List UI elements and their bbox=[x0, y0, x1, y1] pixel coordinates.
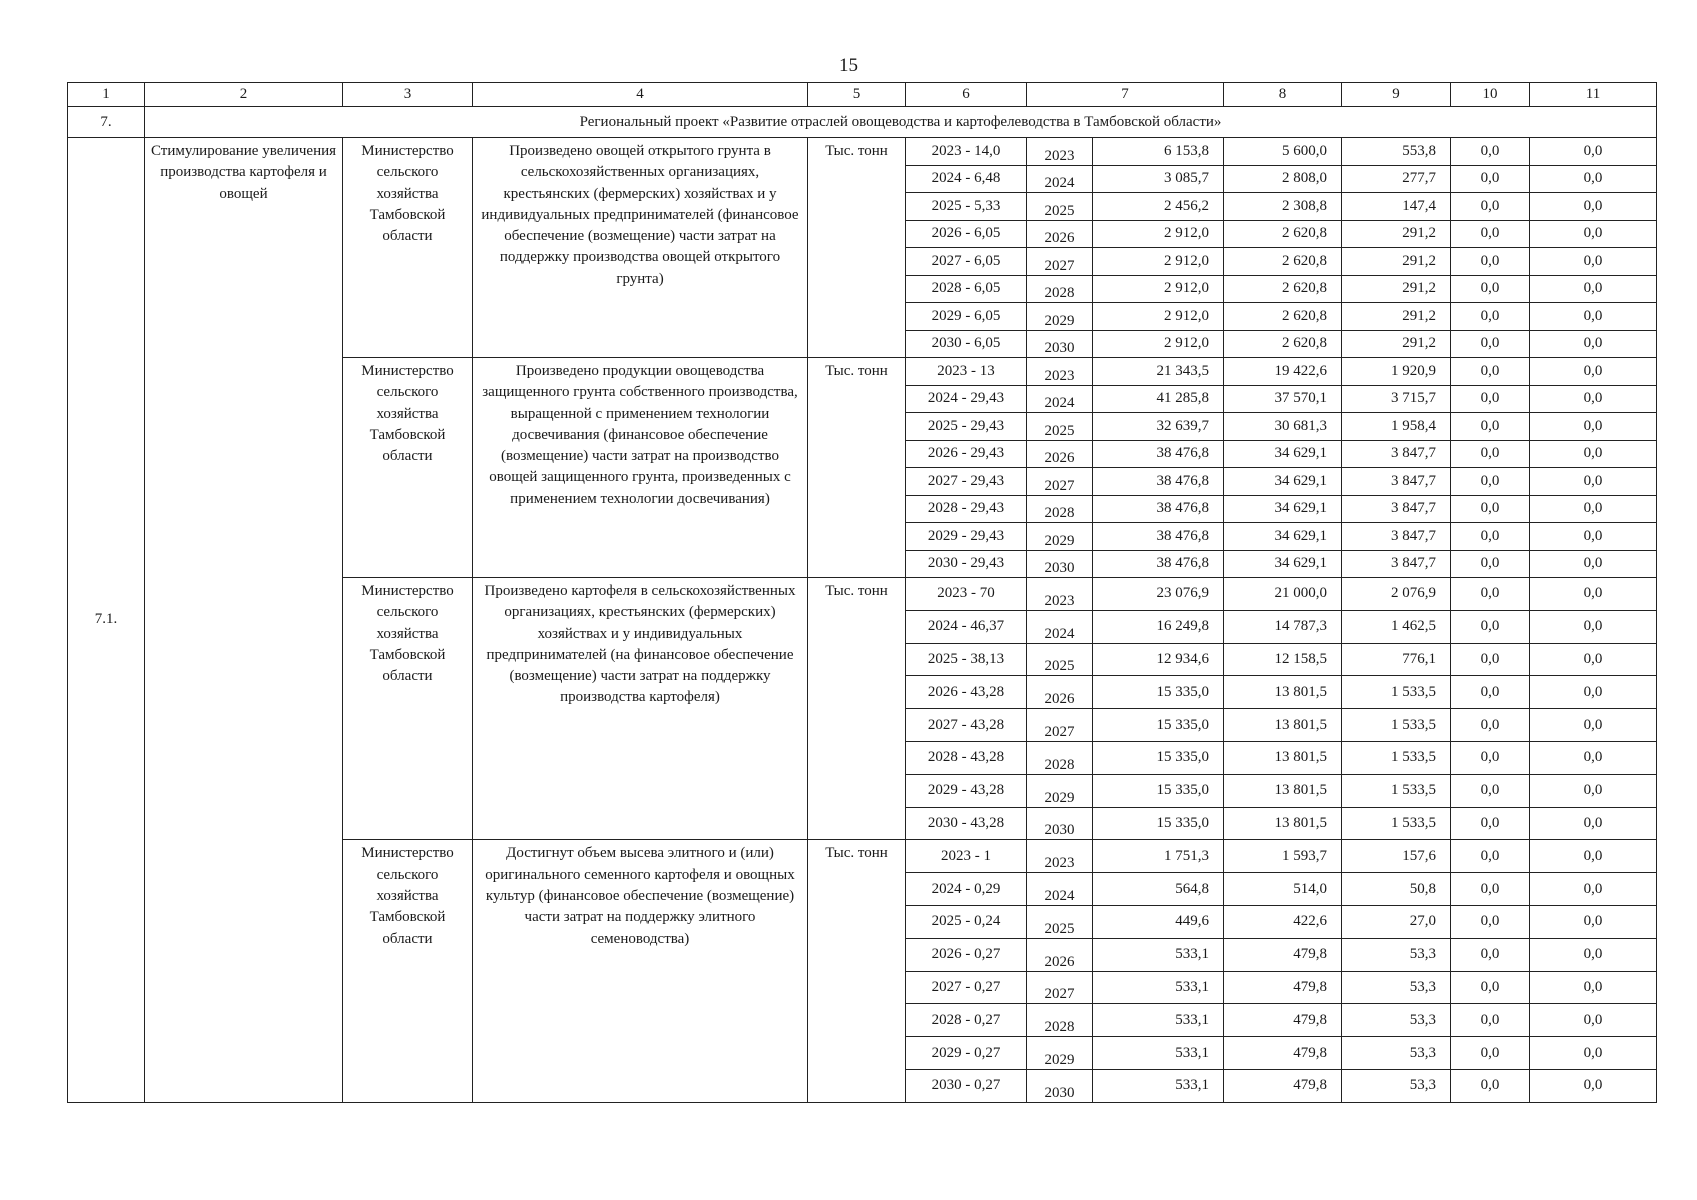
target-value-cell: 2025 - 5,33 bbox=[906, 193, 1027, 221]
year-cell: 2027 bbox=[1027, 468, 1093, 496]
regional-amount-cell: 3 847,7 bbox=[1342, 440, 1451, 468]
column-10-cell: 0,0 bbox=[1451, 971, 1530, 1004]
unit-of-measure: Тыс. тонн bbox=[808, 578, 906, 840]
year-cell: 2028 bbox=[1027, 1004, 1093, 1037]
federal-amount-cell: 14 787,3 bbox=[1224, 610, 1342, 643]
target-value-cell: 2026 - 6,05 bbox=[906, 220, 1027, 248]
regional-amount-cell: 3 847,7 bbox=[1342, 495, 1451, 523]
total-amount-cell: 533,1 bbox=[1093, 1004, 1224, 1037]
page-number: 15 bbox=[839, 55, 858, 76]
target-value-cell: 2023 - 1 bbox=[906, 840, 1027, 873]
regional-amount-cell: 3 847,7 bbox=[1342, 523, 1451, 551]
federal-amount-cell: 34 629,1 bbox=[1224, 523, 1342, 551]
target-value-cell: 2024 - 46,37 bbox=[906, 610, 1027, 643]
regional-amount-cell: 53,3 bbox=[1342, 938, 1451, 971]
column-10-cell: 0,0 bbox=[1451, 873, 1530, 906]
year-cell: 2028 bbox=[1027, 741, 1093, 774]
total-amount-cell: 15 335,0 bbox=[1093, 807, 1224, 840]
column-10-cell: 0,0 bbox=[1451, 938, 1530, 971]
total-amount-cell: 533,1 bbox=[1093, 1069, 1224, 1102]
responsible-ministry: Министерство сельского хозяйства Тамбовской области bbox=[343, 138, 473, 358]
total-amount-cell: 32 639,7 bbox=[1093, 413, 1224, 441]
column-10-cell: 0,0 bbox=[1451, 1069, 1530, 1102]
total-amount-cell: 2 912,0 bbox=[1093, 248, 1224, 276]
federal-amount-cell: 479,8 bbox=[1224, 1037, 1342, 1070]
total-amount-cell: 41 285,8 bbox=[1093, 385, 1224, 413]
column-11-cell: 0,0 bbox=[1530, 610, 1657, 643]
regional-amount-cell: 50,8 bbox=[1342, 873, 1451, 906]
column-10-cell: 0,0 bbox=[1451, 578, 1530, 611]
year-cell: 2027 bbox=[1027, 248, 1093, 276]
column-11-cell: 0,0 bbox=[1530, 971, 1657, 1004]
total-amount-cell: 38 476,8 bbox=[1093, 468, 1224, 496]
measure-name: Стимулирование увеличения производства картофеля и овощей bbox=[145, 138, 343, 1103]
federal-amount-cell: 13 801,5 bbox=[1224, 774, 1342, 807]
target-value-cell: 2026 - 43,28 bbox=[906, 676, 1027, 709]
column-header: 8 bbox=[1224, 83, 1342, 107]
column-header: 3 bbox=[343, 83, 473, 107]
regional-amount-cell: 291,2 bbox=[1342, 220, 1451, 248]
column-11-cell: 0,0 bbox=[1530, 138, 1657, 166]
federal-amount-cell: 13 801,5 bbox=[1224, 807, 1342, 840]
total-amount-cell: 3 085,7 bbox=[1093, 165, 1224, 193]
year-cell: 2029 bbox=[1027, 774, 1093, 807]
year-cell: 2026 bbox=[1027, 220, 1093, 248]
column-10-cell: 0,0 bbox=[1451, 774, 1530, 807]
section-row bbox=[68, 107, 1657, 138]
federal-amount-cell: 514,0 bbox=[1224, 873, 1342, 906]
regional-amount-cell: 53,3 bbox=[1342, 1037, 1451, 1070]
column-11-cell: 0,0 bbox=[1530, 774, 1657, 807]
total-amount-cell: 38 476,8 bbox=[1093, 550, 1224, 578]
total-amount-cell: 2 912,0 bbox=[1093, 303, 1224, 331]
column-header: 4 bbox=[473, 83, 808, 107]
column-10-cell: 0,0 bbox=[1451, 643, 1530, 676]
federal-amount-cell: 5 600,0 bbox=[1224, 138, 1342, 166]
federal-amount-cell: 479,8 bbox=[1224, 971, 1342, 1004]
federal-amount-cell: 2 620,8 bbox=[1224, 220, 1342, 248]
federal-amount-cell: 13 801,5 bbox=[1224, 741, 1342, 774]
result-description: Произведено продукции овощеводства защищенного грунта собственного производства, выращенной с применением технологии досвечивания (финансовое обеспечение (возмещение) части затрат на производство овощей защищенного грунта, произведенных с применением технологии досвечивания) bbox=[473, 358, 808, 578]
regional-amount-cell: 53,3 bbox=[1342, 1069, 1451, 1102]
federal-amount-cell: 34 629,1 bbox=[1224, 550, 1342, 578]
section-number: 7. bbox=[68, 107, 145, 138]
column-11-cell: 0,0 bbox=[1530, 413, 1657, 441]
column-header: 7 bbox=[1027, 83, 1224, 107]
target-value-cell: 2029 - 29,43 bbox=[906, 523, 1027, 551]
federal-amount-cell: 2 620,8 bbox=[1224, 330, 1342, 358]
column-10-cell: 0,0 bbox=[1451, 495, 1530, 523]
year-cell: 2023 bbox=[1027, 578, 1093, 611]
year-cell: 2024 bbox=[1027, 385, 1093, 413]
total-amount-cell: 15 335,0 bbox=[1093, 676, 1224, 709]
target-value-cell: 2027 - 0,27 bbox=[906, 971, 1027, 1004]
column-11-cell: 0,0 bbox=[1530, 248, 1657, 276]
target-value-cell: 2025 - 38,13 bbox=[906, 643, 1027, 676]
column-header: 6 bbox=[906, 83, 1027, 107]
federal-amount-cell: 422,6 bbox=[1224, 905, 1342, 938]
unit-of-measure: Тыс. тонн bbox=[808, 138, 906, 358]
total-amount-cell: 15 335,0 bbox=[1093, 774, 1224, 807]
year-cell: 2023 bbox=[1027, 358, 1093, 386]
federal-amount-cell: 19 422,6 bbox=[1224, 358, 1342, 386]
target-value-cell: 2030 - 0,27 bbox=[906, 1069, 1027, 1102]
year-cell: 2023 bbox=[1027, 138, 1093, 166]
column-10-cell: 0,0 bbox=[1451, 193, 1530, 221]
column-10-cell: 0,0 bbox=[1451, 840, 1530, 873]
year-cell: 2030 bbox=[1027, 1069, 1093, 1102]
result-description: Произведено овощей открытого грунта в сельскохозяйственных организациях, крестьянских (фермерских) хозяйствах и у индивидуальных предпринимателей (финансовое обеспечение (возмещение) части затрат на поддержку производства овощей открытого грунта) bbox=[473, 138, 808, 358]
target-value-cell: 2027 - 43,28 bbox=[906, 709, 1027, 742]
column-10-cell: 0,0 bbox=[1451, 807, 1530, 840]
federal-amount-cell: 13 801,5 bbox=[1224, 709, 1342, 742]
column-10-cell: 0,0 bbox=[1451, 709, 1530, 742]
year-cell: 2028 bbox=[1027, 495, 1093, 523]
total-amount-cell: 23 076,9 bbox=[1093, 578, 1224, 611]
regional-amount-cell: 3 847,7 bbox=[1342, 550, 1451, 578]
federal-amount-cell: 30 681,3 bbox=[1224, 413, 1342, 441]
federal-amount-cell: 2 808,0 bbox=[1224, 165, 1342, 193]
responsible-ministry: Министерство сельского хозяйства Тамбовской области bbox=[343, 578, 473, 840]
year-cell: 2027 bbox=[1027, 971, 1093, 1004]
regional-amount-cell: 2 076,9 bbox=[1342, 578, 1451, 611]
total-amount-cell: 12 934,6 bbox=[1093, 643, 1224, 676]
responsible-ministry: Министерство сельского хозяйства Тамбовской области bbox=[343, 358, 473, 578]
column-10-cell: 0,0 bbox=[1451, 138, 1530, 166]
federal-amount-cell: 2 620,8 bbox=[1224, 303, 1342, 331]
column-11-cell: 0,0 bbox=[1530, 1037, 1657, 1070]
year-cell: 2029 bbox=[1027, 303, 1093, 331]
year-cell: 2023 bbox=[1027, 840, 1093, 873]
federal-amount-cell: 37 570,1 bbox=[1224, 385, 1342, 413]
total-amount-cell: 564,8 bbox=[1093, 873, 1224, 906]
total-amount-cell: 533,1 bbox=[1093, 1037, 1224, 1070]
federal-amount-cell: 2 620,8 bbox=[1224, 248, 1342, 276]
column-header: 5 bbox=[808, 83, 906, 107]
target-value-cell: 2028 - 6,05 bbox=[906, 275, 1027, 303]
unit-of-measure: Тыс. тонн bbox=[808, 840, 906, 1102]
total-amount-cell: 1 751,3 bbox=[1093, 840, 1224, 873]
federal-amount-cell: 34 629,1 bbox=[1224, 495, 1342, 523]
column-11-cell: 0,0 bbox=[1530, 741, 1657, 774]
column-11-cell: 0,0 bbox=[1530, 303, 1657, 331]
column-11-cell: 0,0 bbox=[1530, 220, 1657, 248]
regional-amount-cell: 157,6 bbox=[1342, 840, 1451, 873]
column-10-cell: 0,0 bbox=[1451, 358, 1530, 386]
federal-amount-cell: 2 620,8 bbox=[1224, 275, 1342, 303]
column-10-cell: 0,0 bbox=[1451, 385, 1530, 413]
federal-amount-cell: 479,8 bbox=[1224, 1069, 1342, 1102]
target-value-cell: 2025 - 29,43 bbox=[906, 413, 1027, 441]
column-11-cell: 0,0 bbox=[1530, 275, 1657, 303]
column-11-cell: 0,0 bbox=[1530, 905, 1657, 938]
target-value-cell: 2026 - 29,43 bbox=[906, 440, 1027, 468]
column-11-cell: 0,0 bbox=[1530, 523, 1657, 551]
regional-amount-cell: 1 958,4 bbox=[1342, 413, 1451, 441]
column-11-cell: 0,0 bbox=[1530, 709, 1657, 742]
column-11-cell: 0,0 bbox=[1530, 676, 1657, 709]
target-value-cell: 2027 - 6,05 bbox=[906, 248, 1027, 276]
column-header: 1 bbox=[68, 83, 145, 107]
regional-amount-cell: 291,2 bbox=[1342, 330, 1451, 358]
target-value-cell: 2029 - 0,27 bbox=[906, 1037, 1027, 1070]
regional-amount-cell: 277,7 bbox=[1342, 165, 1451, 193]
year-cell: 2024 bbox=[1027, 610, 1093, 643]
target-value-cell: 2023 - 13 bbox=[906, 358, 1027, 386]
column-header: 10 bbox=[1451, 83, 1530, 107]
total-amount-cell: 6 153,8 bbox=[1093, 138, 1224, 166]
federal-amount-cell: 1 593,7 bbox=[1224, 840, 1342, 873]
column-11-cell: 0,0 bbox=[1530, 938, 1657, 971]
target-value-cell: 2027 - 29,43 bbox=[906, 468, 1027, 496]
column-11-cell: 0,0 bbox=[1530, 807, 1657, 840]
column-10-cell: 0,0 bbox=[1451, 468, 1530, 496]
regional-amount-cell: 776,1 bbox=[1342, 643, 1451, 676]
regional-amount-cell: 3 847,7 bbox=[1342, 468, 1451, 496]
regional-amount-cell: 291,2 bbox=[1342, 303, 1451, 331]
regional-amount-cell: 1 533,5 bbox=[1342, 709, 1451, 742]
column-11-cell: 0,0 bbox=[1530, 643, 1657, 676]
target-value-cell: 2030 - 6,05 bbox=[906, 330, 1027, 358]
target-value-cell: 2028 - 43,28 bbox=[906, 741, 1027, 774]
column-header: 9 bbox=[1342, 83, 1451, 107]
year-cell: 2030 bbox=[1027, 550, 1093, 578]
column-number-row bbox=[68, 83, 1657, 107]
column-header: 2 bbox=[145, 83, 343, 107]
year-cell: 2024 bbox=[1027, 873, 1093, 906]
total-amount-cell: 2 912,0 bbox=[1093, 275, 1224, 303]
regional-amount-cell: 27,0 bbox=[1342, 905, 1451, 938]
federal-amount-cell: 34 629,1 bbox=[1224, 468, 1342, 496]
year-cell: 2030 bbox=[1027, 330, 1093, 358]
regional-amount-cell: 291,2 bbox=[1342, 248, 1451, 276]
column-10-cell: 0,0 bbox=[1451, 550, 1530, 578]
regional-amount-cell: 1 920,9 bbox=[1342, 358, 1451, 386]
total-amount-cell: 38 476,8 bbox=[1093, 523, 1224, 551]
column-11-cell: 0,0 bbox=[1530, 840, 1657, 873]
total-amount-cell: 16 249,8 bbox=[1093, 610, 1224, 643]
federal-amount-cell: 21 000,0 bbox=[1224, 578, 1342, 611]
column-10-cell: 0,0 bbox=[1451, 905, 1530, 938]
year-cell: 2029 bbox=[1027, 1037, 1093, 1070]
column-10-cell: 0,0 bbox=[1451, 523, 1530, 551]
program-table bbox=[67, 82, 1657, 1103]
year-cell: 2025 bbox=[1027, 643, 1093, 676]
regional-amount-cell: 1 533,5 bbox=[1342, 807, 1451, 840]
total-amount-cell: 21 343,5 bbox=[1093, 358, 1224, 386]
target-value-cell: 2024 - 29,43 bbox=[906, 385, 1027, 413]
measure-number: 7.1. bbox=[68, 138, 145, 1103]
responsible-ministry: Министерство сельского хозяйства Тамбовской области bbox=[343, 840, 473, 1102]
regional-amount-cell: 1 533,5 bbox=[1342, 676, 1451, 709]
regional-amount-cell: 291,2 bbox=[1342, 275, 1451, 303]
target-value-cell: 2028 - 29,43 bbox=[906, 495, 1027, 523]
column-11-cell: 0,0 bbox=[1530, 358, 1657, 386]
year-cell: 2030 bbox=[1027, 807, 1093, 840]
target-value-cell: 2025 - 0,24 bbox=[906, 905, 1027, 938]
target-value-cell: 2030 - 29,43 bbox=[906, 550, 1027, 578]
year-cell: 2026 bbox=[1027, 938, 1093, 971]
column-10-cell: 0,0 bbox=[1451, 1004, 1530, 1037]
target-value-cell: 2028 - 0,27 bbox=[906, 1004, 1027, 1037]
result-description: Произведено картофеля в сельскохозяйственных организациях, крестьянских (фермерских) хозяйствах и у индивидуальных предпринимателей (на финансовое обеспечение (возмещение) части затрат на поддержку производства картофеля) bbox=[473, 578, 808, 840]
regional-amount-cell: 3 715,7 bbox=[1342, 385, 1451, 413]
total-amount-cell: 15 335,0 bbox=[1093, 741, 1224, 774]
total-amount-cell: 533,1 bbox=[1093, 938, 1224, 971]
federal-amount-cell: 479,8 bbox=[1224, 938, 1342, 971]
column-11-cell: 0,0 bbox=[1530, 495, 1657, 523]
year-cell: 2029 bbox=[1027, 523, 1093, 551]
federal-amount-cell: 2 308,8 bbox=[1224, 193, 1342, 221]
federal-amount-cell: 12 158,5 bbox=[1224, 643, 1342, 676]
target-value-cell: 2024 - 6,48 bbox=[906, 165, 1027, 193]
column-10-cell: 0,0 bbox=[1451, 330, 1530, 358]
regional-amount-cell: 1 533,5 bbox=[1342, 741, 1451, 774]
federal-amount-cell: 34 629,1 bbox=[1224, 440, 1342, 468]
column-11-cell: 0,0 bbox=[1530, 1069, 1657, 1102]
column-11-cell: 0,0 bbox=[1530, 330, 1657, 358]
total-amount-cell: 2 912,0 bbox=[1093, 220, 1224, 248]
regional-amount-cell: 553,8 bbox=[1342, 138, 1451, 166]
target-value-cell: 2029 - 43,28 bbox=[906, 774, 1027, 807]
column-10-cell: 0,0 bbox=[1451, 413, 1530, 441]
year-cell: 2026 bbox=[1027, 440, 1093, 468]
regional-amount-cell: 1 462,5 bbox=[1342, 610, 1451, 643]
section-title: Региональный проект «Развитие отраслей овощеводства и картофелеводства в Тамбовской области» bbox=[145, 107, 1657, 138]
column-10-cell: 0,0 bbox=[1451, 220, 1530, 248]
column-11-cell: 0,0 bbox=[1530, 550, 1657, 578]
table-row bbox=[68, 138, 1657, 166]
year-cell: 2028 bbox=[1027, 275, 1093, 303]
column-10-cell: 0,0 bbox=[1451, 440, 1530, 468]
year-cell: 2025 bbox=[1027, 193, 1093, 221]
target-value-cell: 2029 - 6,05 bbox=[906, 303, 1027, 331]
column-header: 11 bbox=[1530, 83, 1657, 107]
column-10-cell: 0,0 bbox=[1451, 1037, 1530, 1070]
column-11-cell: 0,0 bbox=[1530, 578, 1657, 611]
total-amount-cell: 2 912,0 bbox=[1093, 330, 1224, 358]
column-11-cell: 0,0 bbox=[1530, 165, 1657, 193]
target-value-cell: 2023 - 70 bbox=[906, 578, 1027, 611]
column-11-cell: 0,0 bbox=[1530, 468, 1657, 496]
regional-amount-cell: 147,4 bbox=[1342, 193, 1451, 221]
regional-amount-cell: 53,3 bbox=[1342, 971, 1451, 1004]
year-cell: 2027 bbox=[1027, 709, 1093, 742]
total-amount-cell: 449,6 bbox=[1093, 905, 1224, 938]
column-10-cell: 0,0 bbox=[1451, 676, 1530, 709]
total-amount-cell: 2 456,2 bbox=[1093, 193, 1224, 221]
column-11-cell: 0,0 bbox=[1530, 193, 1657, 221]
target-value-cell: 2023 - 14,0 bbox=[906, 138, 1027, 166]
column-10-cell: 0,0 bbox=[1451, 610, 1530, 643]
column-11-cell: 0,0 bbox=[1530, 385, 1657, 413]
column-11-cell: 0,0 bbox=[1530, 440, 1657, 468]
total-amount-cell: 38 476,8 bbox=[1093, 440, 1224, 468]
target-value-cell: 2030 - 43,28 bbox=[906, 807, 1027, 840]
column-10-cell: 0,0 bbox=[1451, 275, 1530, 303]
column-10-cell: 0,0 bbox=[1451, 303, 1530, 331]
column-10-cell: 0,0 bbox=[1451, 248, 1530, 276]
result-description: Достигнут объем высева элитного и (или) оригинального семенного картофеля и овощных культур (финансовое обеспечение (возмещение) части затрат на поддержку элитного семеноводства) bbox=[473, 840, 808, 1102]
column-11-cell: 0,0 bbox=[1530, 1004, 1657, 1037]
total-amount-cell: 38 476,8 bbox=[1093, 495, 1224, 523]
federal-amount-cell: 479,8 bbox=[1224, 1004, 1342, 1037]
target-value-cell: 2026 - 0,27 bbox=[906, 938, 1027, 971]
column-10-cell: 0,0 bbox=[1451, 741, 1530, 774]
total-amount-cell: 15 335,0 bbox=[1093, 709, 1224, 742]
target-value-cell: 2024 - 0,29 bbox=[906, 873, 1027, 906]
year-cell: 2025 bbox=[1027, 905, 1093, 938]
federal-amount-cell: 13 801,5 bbox=[1224, 676, 1342, 709]
year-cell: 2025 bbox=[1027, 413, 1093, 441]
year-cell: 2026 bbox=[1027, 676, 1093, 709]
column-11-cell: 0,0 bbox=[1530, 873, 1657, 906]
total-amount-cell: 533,1 bbox=[1093, 971, 1224, 1004]
regional-amount-cell: 1 533,5 bbox=[1342, 774, 1451, 807]
year-cell: 2024 bbox=[1027, 165, 1093, 193]
column-10-cell: 0,0 bbox=[1451, 165, 1530, 193]
unit-of-measure: Тыс. тонн bbox=[808, 358, 906, 578]
regional-amount-cell: 53,3 bbox=[1342, 1004, 1451, 1037]
